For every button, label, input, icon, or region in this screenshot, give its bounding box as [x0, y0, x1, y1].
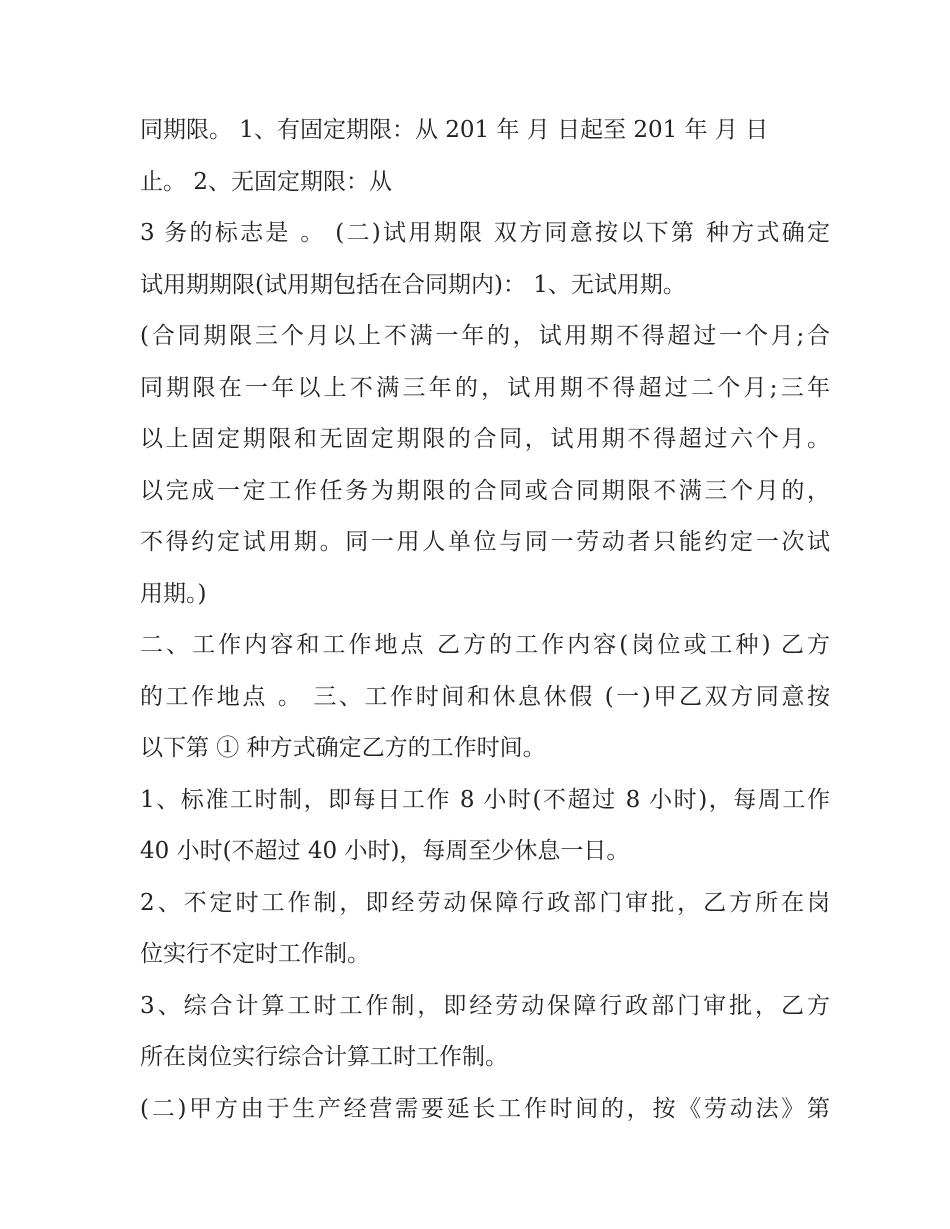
- text-line-16: 2、不定时工作制，即经劳动保障行政部门审批，乙方所在岗: [140, 889, 830, 916]
- text-line-18: 3、综合计算工时工作制，即经劳动保障行政部门审批，乙方: [140, 992, 830, 1019]
- text-line-2: 止。 2、无固定期限：从: [140, 168, 392, 195]
- text-line-8: 以完成一定工作任务为期限的合同或合同期限不满三个月的，: [140, 477, 830, 504]
- text-line-17: 位实行不定时工作制。: [140, 941, 370, 967]
- text-line-10: 用期。): [140, 580, 207, 607]
- text-line-5: (合同期限三个月以上不满一年的，试用期不得超过一个月;合: [140, 323, 830, 349]
- text-line-15: 40 小时(不超过 40 小时)，每周至少休息一日。: [140, 838, 630, 864]
- text-line-7: 以上固定期限和无固定期限的合同，试用期不得超过六个月。: [140, 426, 830, 452]
- text-line-3: 3 务的标志是 。 (二)试用期限 双方同意按以下第 种方式确定: [140, 220, 830, 246]
- document-body: [140, 105, 830, 1135]
- text-line-12: 的工作地点 。 三、工作时间和休息休假 (一)甲乙双方同意按: [140, 683, 830, 710]
- text-line-13: 以下第 ① 种方式确定乙方的工作时间。: [140, 735, 546, 761]
- text-line-4: 试用期期限(试用期包括在合同期内)： 1、无试用期。: [140, 271, 686, 298]
- text-line-20: (二)甲方由于生产经营需要延长工作时间的，按《劳动法》第: [140, 1095, 830, 1122]
- text-line-6: 同期限在一年以上不满三年的，试用期不得超过二个月;三年: [140, 374, 830, 401]
- text-line-19: 所在岗位实行综合计算工时工作制。: [140, 1044, 508, 1070]
- text-line-1: 同期限。 1、有固定期限：从 201 年 月 日起至 201 年 月 日: [140, 117, 769, 143]
- text-line-11: 二、工作内容和工作地点 乙方的工作内容(岗位或工种) 乙方: [140, 632, 830, 658]
- text-line-9: 不得约定试用期。同一用人单位与同一劳动者只能约定一次试: [140, 529, 830, 555]
- text-line-14: 1、标准工时制，即每日工作 8 小时(不超过 8 小时)，每周工作: [140, 786, 830, 813]
